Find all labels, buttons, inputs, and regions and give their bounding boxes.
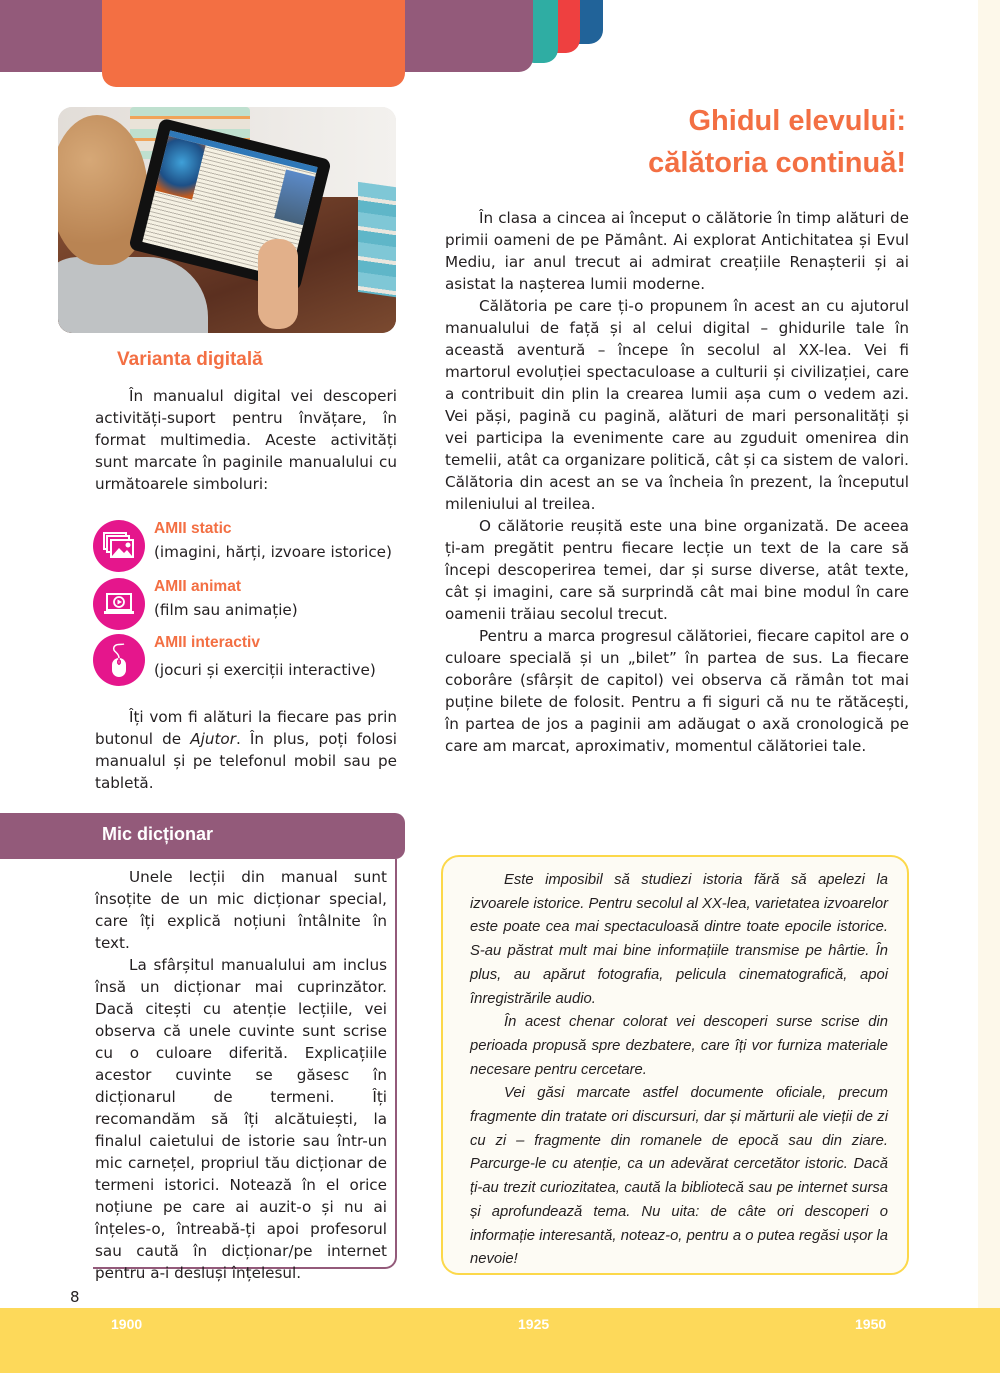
amii-interactiv-item: AMII interactiv (jocuri și exerciții interactive) [93, 632, 413, 690]
books-stack [358, 182, 396, 298]
main-paragraph: În clasa a cincea ai început o călătorie în timp alături de primii oameni de pe Pământ. Ai explorat Antichitatea și Evul Mediu, iar anul trecut ai admirat creațiile Renașterii și ai asistat la nașterea lumii moderne. [445, 209, 909, 293]
timeline-tick: 1950 [855, 1316, 887, 1332]
dictionary-header [0, 813, 405, 859]
timeline-bar [0, 1308, 1000, 1373]
sources-box-text [470, 869, 888, 1272]
main-body-text [445, 207, 909, 757]
digital-intro-text: În manualul digital vei descoperi activități-suport pentru învățare, în format multimedia. Aceste activități sunt marcate în paginile manualului cu următoarele simboluri: [95, 387, 397, 493]
chapter-tab-orange [102, 0, 405, 87]
dictionary-text: Unele lecții din manual sunt însoțite de un mic dicționar special, care îți explică noțiuni întâlnite în text. La sfârșitul manualului am inclus însă un dicționar mai cuprinzător. Dacă citești cu atenție lecțiile, vei observa că unele cuvinte sunt scrise cu o culoare diferită. Explicațiile acestor cuvinte se găsesc în dicționarul de termeni. Îți recomandăm să îți alcătuiești, la finalul caietului de istorie sau într-un mic carnețel, propriul tău dicționar de termeni istorici. Notează în el orice noțiune pe care ai auzit-o și nu ai înțeles-o, întreabă-ți apoi profesorul sau caută în dicționar/pe internet pentru a-i desluși înțelesul. [95, 868, 387, 1282]
help-note: Îți vom fi alături la fiecare pas prin butonul de Ajutor. În plus, poți folosi manualul și pe telefonul mobil sau pe tabletă. [95, 708, 397, 792]
tablet-reading-photo [58, 107, 396, 333]
help-button-term: Ajutor [190, 730, 236, 748]
sources-paragraph: Vei găsi marcate astfel documente oficiale, precum fragmente din tratate ori discursuri, dar și mărturii ale vieții de zi cu zi – fragmente din romanele de epocă sau din ziare. Parcurge-le cu atenție, ca un adevărat cercetător istoric. Dacă ți-au trezit curiozitatea, caută la bibliotecă sau pe internet sursa și aprofundează tema. Nu uita: de câte ori descoperi o informație interesantă, noteaz-o, pentru a o putea regăsi ușor la nevoie! [470, 1085, 888, 1268]
timeline-tick: 1925 [518, 1316, 550, 1332]
page-number: 8 [70, 1288, 80, 1306]
main-paragraph: O călătorie reușită este una bine organizată. De aceea ți-am pregătit pentru fiecare lecție un text de la care să începi descoperirea temei, dar și surse diverse, atât texte, cât și imagini, care să surprindă cât mai bine modul în care oamenii trăiau secolul trecut. [445, 517, 909, 623]
page-title-line1: Ghidul elevului: [688, 105, 906, 137]
amii-legend [93, 518, 413, 690]
timeline-tick: 1900 [111, 1316, 143, 1332]
main-paragraph: Pentru a marca progresul călătoriei, fiecare capitol are o culoare specială și un „bilet” în partea de sus. La fiecare coborâre (sfârșit de capitol) vei observa că rămân tot mai puține bilete de folosit. Pentru a fi siguri că nu te rătăcești, în partea de jos a paginii am adăugat o axă cronologică pe care am marcat, aproximativ, momentul călătoriei tale. [445, 627, 909, 755]
page-title-line2: călătoria continuă! [648, 147, 906, 179]
sources-paragraph: În acest chenar colorat vei descoperi surse scrise din perioada propusă spre dezbatere, care îți vor furniza materiale necesare pentru cercetare. [470, 1014, 888, 1078]
video-laptop-icon [93, 578, 145, 630]
digital-version-heading: Varianta digitală [117, 349, 263, 370]
page-edge-strip [978, 0, 1000, 1308]
amii-static-item: AMII static (imagini, hărți, izvoare istorice) [93, 518, 413, 576]
amii-animat-item: AMII animat (film sau animație) [93, 576, 413, 632]
dictionary-heading: Mic dicționar [102, 824, 214, 844]
images-icon [93, 520, 145, 572]
sources-paragraph: Este imposibil să studiezi istoria fără să apelezi la izvoarele istorice. Pentru secolul al XX-lea, varietatea izvoarelor este poate cea mai spectaculoasă dintre toate epocile istorice. S-au păstrat mult mai bine informațiile transmise pe hârtie. În plus, au apărut fotografia, pelicula cinematografică, apoi înregistrările audio. [470, 872, 888, 1007]
mouse-icon [93, 634, 145, 686]
digital-intro [95, 385, 397, 495]
main-paragraph: Călătoria pe care ți-o propunem în acest an cu ajutorul manualului de față și al celui digital – ghidurile tale în această aventură – începe în secolul al XX-lea. Vei fi martorul evoluției spectaculoase a culturii și civilizației, care a contribuit din plin la crearea lumii așa cum o vedem azi. Vei păși, pagină cu pagină, alături de mari personalități și vei participa la evenimente care au zguduit omenirea din temelii, atât ca organizare politică, cât și ca sistem de valori. Călătoria din acest an se va încheia în prezent, la începutul mileniului al treilea. [445, 297, 909, 513]
page-title [648, 100, 906, 184]
